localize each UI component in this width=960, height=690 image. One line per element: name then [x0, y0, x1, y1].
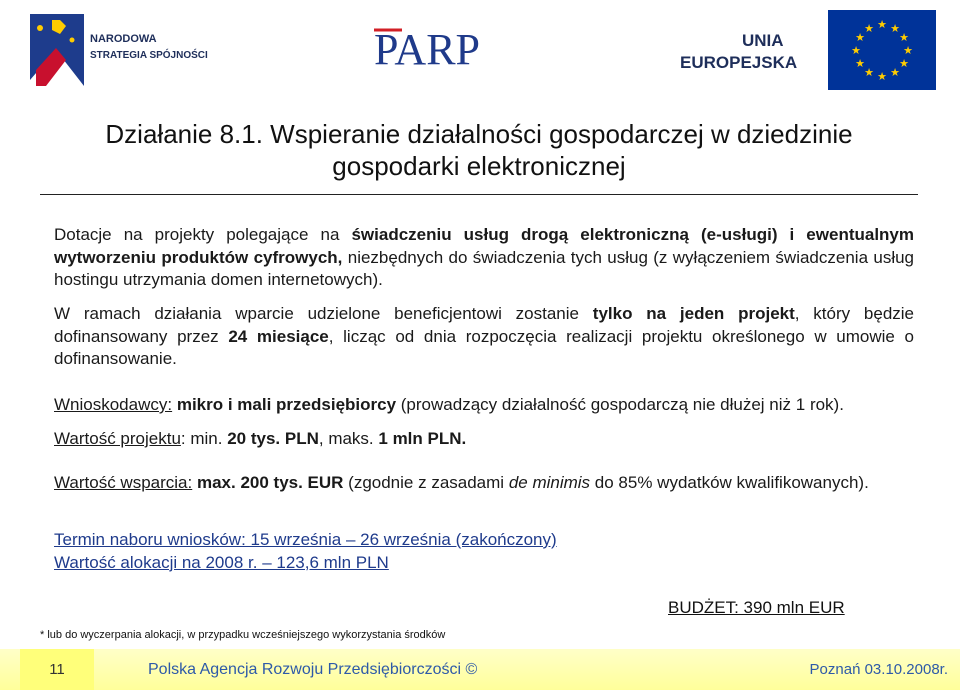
footer-place-date: Poznań 03.10.2008r. — [809, 661, 948, 678]
svg-text:★: ★ — [864, 22, 874, 35]
svg-text:★: ★ — [890, 22, 900, 35]
eu-logo-line2: EUROPEJSKA — [680, 53, 798, 72]
call-deadline-text: Termin naboru wniosków: 15 września – 26 września (zakończony) — [54, 530, 557, 549]
svg-text:★: ★ — [864, 66, 874, 79]
p2-text-bold-1: tylko na jeden projekt — [592, 304, 795, 323]
p2-text-bold-2: 24 miesiące — [228, 326, 329, 346]
budget-text: BUDŻET: 390 mln EUR — [668, 598, 845, 617]
footer-bar — [0, 649, 960, 690]
parp-logo — [372, 22, 492, 74]
support-value-note-a: (zgodnie z zasadami — [343, 473, 509, 492]
svg-text:★: ★ — [877, 18, 887, 31]
svg-text:★: ★ — [899, 31, 909, 44]
project-value-paragraph — [54, 428, 914, 451]
svg-text:★: ★ — [903, 44, 913, 57]
support-value-paragraph — [54, 472, 914, 495]
project-value-max: 1 mln PLN. — [378, 429, 467, 448]
support-value-label: Wartość wsparcia: — [54, 473, 193, 492]
p2-text-a: W ramach działania wparcie udzielone beneficjentowi zostanie — [54, 304, 593, 323]
p1-text-a: Dotacje na projekty polegające na — [54, 225, 352, 244]
nss-logo-line1: NARODOWA — [90, 33, 157, 45]
logo-bar — [0, 0, 960, 100]
p1-text-c: niezbędnych do świadczenia tych usług (z wyłączeniem świadczenia usług hostingu utrzymania domen internetowych). — [54, 247, 915, 289]
project-value-max-prefix: , maks. — [318, 429, 379, 448]
svg-text:★: ★ — [890, 66, 900, 79]
slide-title-line1: Działanie 8.1. Wspieranie działalności gospodarczej w dziedzinie — [105, 119, 853, 149]
eu-logo-line1: UNIA — [742, 31, 784, 50]
p1-text-bold: świadczeniu usług drogą elektroniczną (e-usługi) i ewentualnym wytworzeniu produktów cyfrowych, — [54, 225, 915, 267]
svg-text:★: ★ — [851, 44, 861, 57]
p2-text-e: , licząc od dnia rozpoczęcia realizacji projektu określonego w umowie o dofinansowanie. — [54, 326, 914, 368]
svg-text:★: ★ — [855, 31, 865, 44]
project-value-min: 20 tys. PLN — [227, 429, 319, 448]
description-paragraph — [54, 224, 914, 292]
p2-text-c: , który będzie dofinansowany przez — [54, 304, 915, 346]
scope-paragraph — [54, 303, 914, 371]
title-divider — [40, 194, 918, 195]
svg-text:★: ★ — [877, 70, 887, 83]
slide-number: 11 — [20, 649, 94, 690]
svg-text:★: ★ — [855, 57, 865, 70]
applicants-label: Wnioskodawcy: — [54, 395, 173, 414]
de-minimis-text: de minimis — [508, 473, 591, 492]
applicants-note: (prowadzący działalność gospodarczą nie dłużej niż 1 rok). — [396, 395, 844, 414]
footer-organization: Polska Agencja Rozwoju Przedsiębiorczości © — [148, 661, 478, 678]
applicants-paragraph — [54, 394, 934, 417]
applicants-value: mikro i mali przedsiębiorcy — [176, 395, 397, 414]
project-value-min-prefix: : min. — [180, 429, 228, 448]
allocation-text: Wartość alokacji na 2008 r. – 123,6 mln PLN — [54, 552, 389, 572]
support-value-amount: max. 200 tys. EUR — [196, 473, 344, 492]
slide-title-line2: gospodarki elektronicznej — [332, 151, 626, 181]
project-value-label: Wartość projektu — [54, 429, 181, 448]
support-value-note-b: do 85% wydatków kwalifikowanych). — [590, 473, 869, 492]
nss-logo-line2: STRATEGIA SPÓJNOŚCI — [90, 50, 208, 61]
footnote: * lub do wyczerpania alokacji, w przypadku wcześniejszego wykorzystania środków — [40, 629, 446, 641]
call-info — [54, 529, 914, 574]
eu-logo — [676, 8, 938, 92]
svg-text:★: ★ — [899, 57, 909, 70]
parp-logo-text: PARP — [374, 25, 481, 74]
nss-logo — [26, 10, 208, 90]
slide-title — [0, 118, 958, 182]
